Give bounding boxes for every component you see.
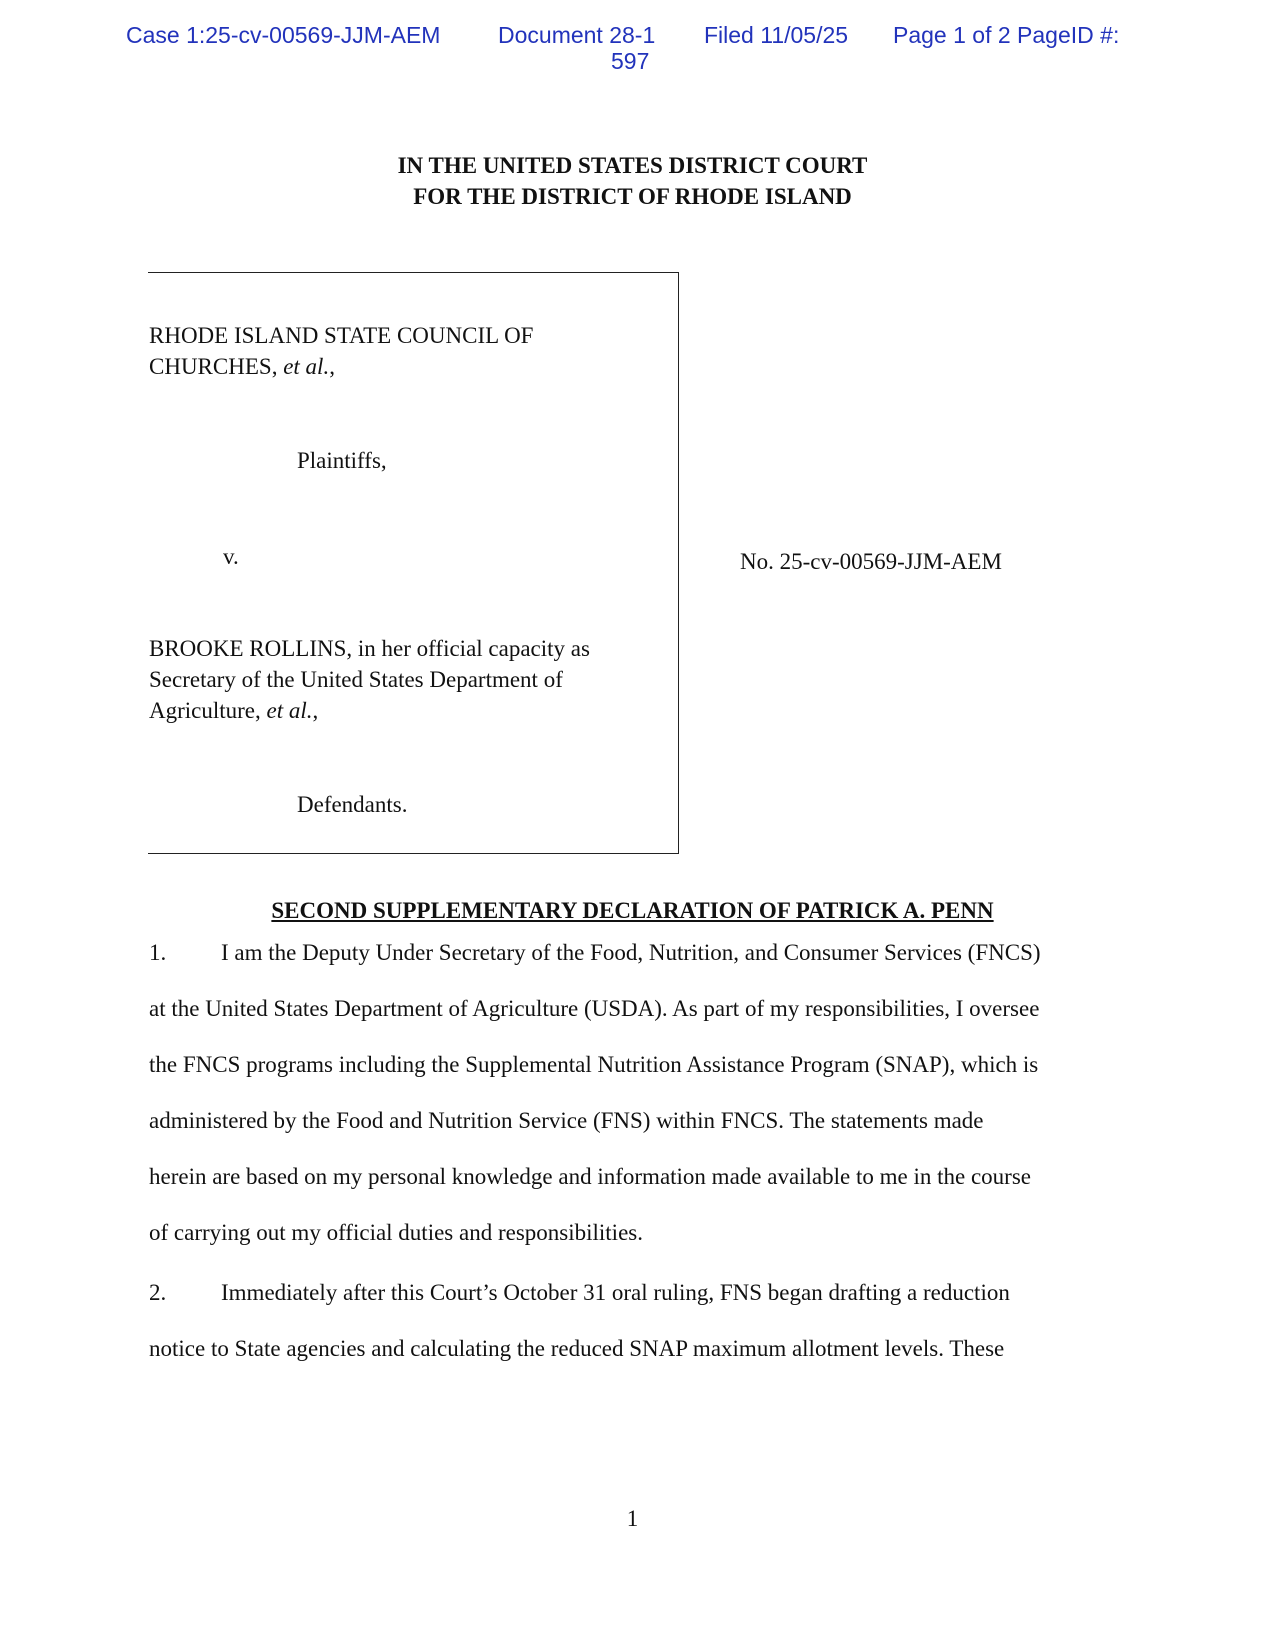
plaintiff-line2-end: ,	[329, 354, 335, 379]
plaintiff-line1: RHODE ISLAND STATE COUNCIL OF	[149, 323, 534, 348]
plaintiff-line2	[149, 351, 533, 382]
defendant-line3-end: ,	[312, 698, 319, 723]
paragraph-1-line-6: of carrying out my official duties and responsibilities.	[149, 1220, 643, 1245]
declaration-title: SECOND SUPPLEMENTARY DECLARATION OF PATRICK A. PENN	[271, 898, 994, 923]
defendants-label: Defendants.	[297, 792, 408, 817]
header-page-info: Page 1 of 2 PageID #:	[893, 22, 1120, 48]
defendant-line2: Secretary of the United States Department of	[149, 667, 563, 692]
paragraph-1-line-3: the FNCS programs including the Supplemental Nutrition Assistance Program (SNAP), which is	[149, 1052, 1039, 1077]
plaintiff-name	[149, 320, 533, 382]
header-pageid-number: 597	[611, 48, 650, 74]
versus-label: v.	[223, 544, 239, 569]
paragraph-1-line-2: at the United States Department of Agriculture (USDA). As part of my responsibilities, I oversee	[149, 996, 1040, 1021]
paragraph-1-line-5: herein are based on my personal knowledge and information made available to me in the course	[149, 1164, 1031, 1189]
header-case-number: Case 1:25-cv-00569-JJM-AEM	[126, 22, 441, 48]
paragraph-1-line-1: I am the Deputy Under Secretary of the Food, Nutrition, and Consumer Services (FNCS)	[221, 940, 1041, 965]
plaintiff-et-al: et al.	[283, 354, 330, 379]
defendant-et-al: et al.	[266, 698, 313, 723]
paragraph-2-line-2: notice to State agencies and calculating the reduced SNAP maximum allotment levels. These	[149, 1336, 1005, 1361]
court-heading-line1: IN THE UNITED STATES DISTRICT COURT	[397, 153, 868, 178]
plaintiff-line2-main: CHURCHES,	[149, 354, 284, 379]
defendant-name	[149, 633, 590, 726]
header-filed-date: Filed 11/05/25	[704, 22, 849, 48]
paragraph-2-number: 2.	[149, 1280, 167, 1305]
page-number: 1	[626, 1506, 639, 1531]
defendant-line3	[149, 695, 590, 726]
paragraph-2-line-1: Immediately after this Court’s October 31 oral ruling, FNS began drafting a reduction	[221, 1280, 1010, 1305]
paragraph-1-number: 1.	[149, 940, 167, 965]
court-heading-line2: FOR THE DISTRICT OF RHODE ISLAND	[413, 184, 852, 209]
header-document-number: Document 28-1	[498, 22, 656, 48]
paragraph-1-line-4: administered by the Food and Nutrition Service (FNS) within FNCS. The statements made	[149, 1108, 984, 1133]
defendant-line3-main: Agriculture,	[149, 698, 267, 723]
plaintiffs-label: Plaintiffs,	[297, 448, 387, 473]
case-number: No. 25-cv-00569-JJM-AEM	[740, 549, 1002, 574]
defendant-line1: BROOKE ROLLINS, in her official capacity as	[149, 636, 590, 661]
court-heading	[0, 150, 1265, 212]
